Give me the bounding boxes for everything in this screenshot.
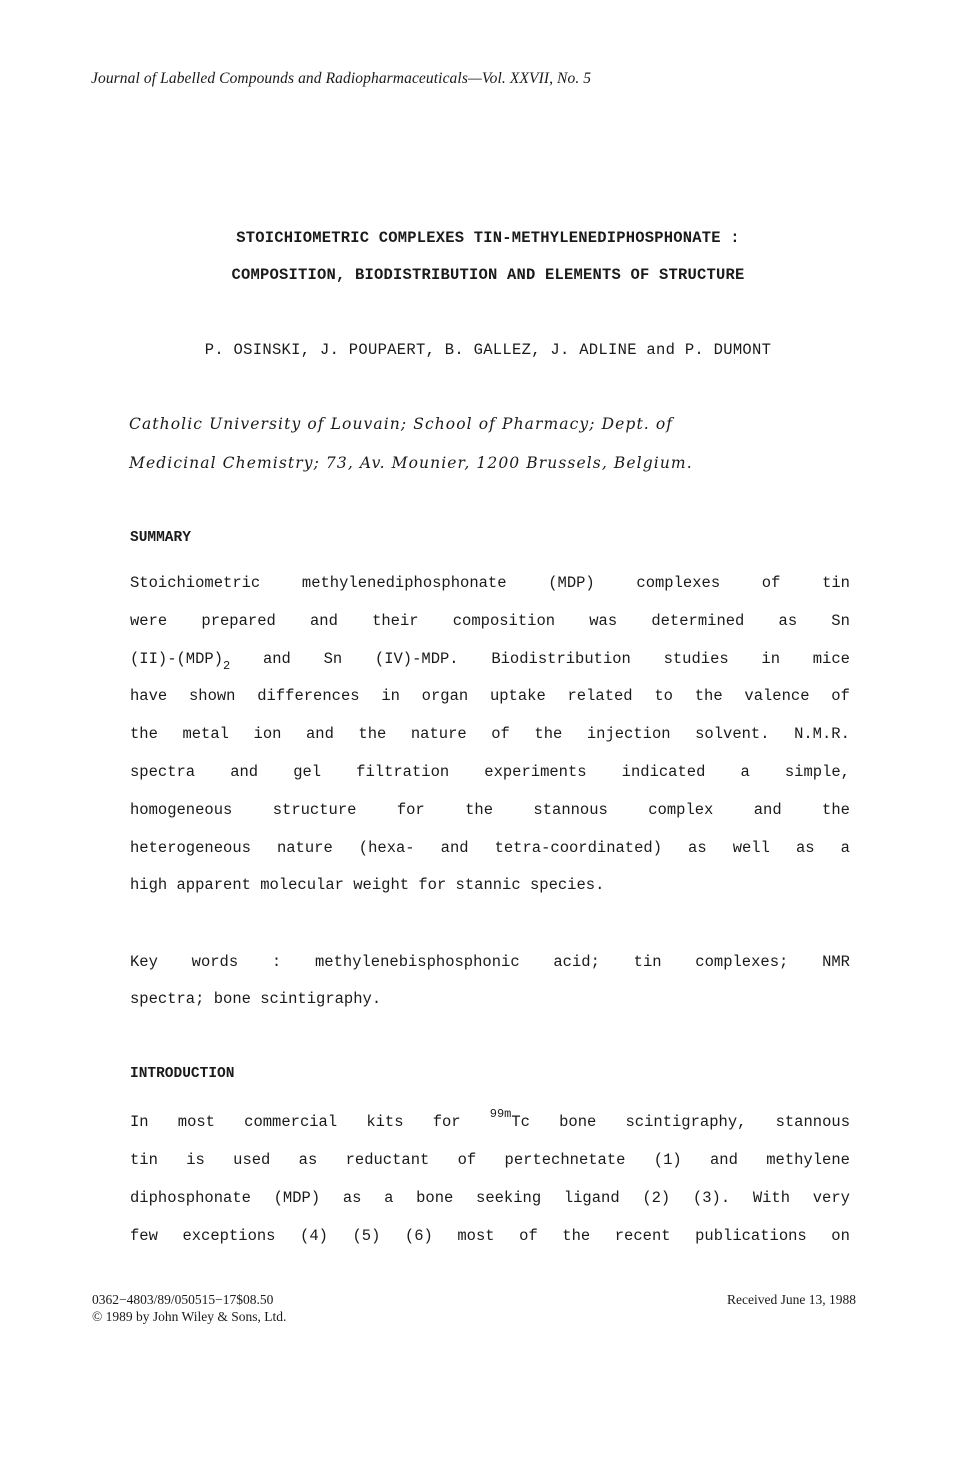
word: bone	[416, 1189, 454, 1207]
word: and	[262, 650, 291, 668]
word: N.M.R.	[794, 725, 850, 743]
word: homogeneous	[130, 801, 233, 819]
word: NMR	[822, 953, 850, 971]
word: the	[534, 725, 563, 743]
word: the	[822, 801, 850, 819]
word: ion	[253, 725, 282, 743]
word: With	[752, 1189, 791, 1207]
word: In	[130, 1113, 149, 1131]
word: spectra	[130, 763, 196, 781]
word: as	[795, 839, 815, 857]
authors: P. OSINSKI, J. POUPAERT, B. GALLEZ, J. ADLINE and P. DUMONT	[204, 341, 772, 359]
word: organ	[421, 687, 469, 705]
word: pertechnetate	[504, 1151, 626, 1169]
word: diphosphonate	[130, 1189, 251, 1207]
word: Stoichiometric	[130, 574, 261, 592]
word: used	[233, 1151, 271, 1169]
word: a	[384, 1189, 394, 1207]
title-line-1: STOICHIOMETRIC COMPLEXES TIN-METHYLENEDIPHOSPHONATE :	[236, 229, 740, 247]
intro-line	[130, 1227, 850, 1245]
introduction-heading: INTRODUCTION	[130, 1066, 235, 1082]
summary-line	[130, 612, 850, 630]
word: and	[753, 801, 782, 819]
word: complex	[648, 801, 714, 819]
footer-copyright: © 1989 by John Wiley & Sons, Ltd.	[92, 1309, 287, 1324]
word: complexes	[636, 574, 721, 592]
word: methylenediphosphonate	[301, 574, 507, 592]
word: for	[432, 1113, 461, 1131]
word: on	[831, 1227, 850, 1245]
word: mice	[812, 650, 850, 668]
word: differences	[257, 687, 360, 705]
word: Biodistribution	[491, 650, 631, 668]
word: the	[694, 687, 723, 705]
word: stannous	[775, 1113, 850, 1131]
summary-line	[130, 650, 850, 673]
word: of	[519, 1227, 538, 1245]
word: the	[465, 801, 494, 819]
word: a	[840, 839, 850, 857]
word: recent	[614, 1227, 671, 1245]
keywords-line	[130, 953, 850, 971]
word: acid;	[553, 953, 600, 971]
word: their	[372, 612, 419, 630]
summary-line: high apparent molecular weight for stannic species.	[130, 876, 605, 894]
word: of	[831, 687, 850, 705]
word: a	[740, 763, 750, 781]
word: of	[491, 725, 510, 743]
word: Key	[130, 953, 158, 971]
word: indicated	[621, 763, 706, 781]
word: (MDP)	[548, 574, 595, 592]
word: related	[567, 687, 633, 705]
intro-line	[130, 1189, 850, 1207]
word: and	[305, 725, 334, 743]
word: nature	[276, 839, 333, 857]
word: (MDP)	[273, 1189, 321, 1207]
word: bone	[559, 1113, 597, 1131]
word: heterogeneous	[130, 839, 251, 857]
affiliation-line-2: Medicinal Chemistry; 73, Av. Mounier, 1200 Brussels, Belgium.	[129, 454, 693, 472]
summary-heading: SUMMARY	[130, 530, 191, 546]
word: as	[298, 1151, 318, 1169]
superscript: 99m	[489, 1107, 512, 1121]
word: metal	[182, 725, 229, 743]
summary-line	[130, 763, 850, 781]
word: most	[177, 1113, 215, 1131]
word: (5)	[352, 1227, 381, 1245]
word: commercial	[244, 1113, 338, 1131]
word: have	[130, 687, 168, 705]
word: (hexa-	[358, 839, 415, 857]
word: the	[130, 725, 158, 743]
word: experiments	[484, 763, 587, 781]
word: stannous	[533, 801, 608, 819]
word: gel	[293, 763, 322, 781]
footer-received: Received June 13, 1988	[727, 1292, 856, 1307]
word: (1)	[653, 1151, 682, 1169]
word: was	[589, 612, 618, 630]
word: (2)	[642, 1189, 671, 1207]
word: and	[440, 839, 469, 857]
word: structure	[272, 801, 357, 819]
word: studies	[663, 650, 729, 668]
word: :	[271, 953, 282, 971]
word: is	[186, 1151, 205, 1169]
word: publications	[695, 1227, 807, 1245]
affiliation-line-1: Catholic University of Louvain; School of Pharmacy; Dept. of	[129, 415, 674, 433]
word: the	[358, 725, 387, 743]
word: valence	[744, 687, 810, 705]
word: prepared	[201, 612, 276, 630]
word: simple,	[784, 763, 850, 781]
word: injection	[586, 725, 671, 743]
summary-line	[130, 801, 850, 819]
summary-line	[130, 839, 850, 857]
word: few	[130, 1227, 158, 1245]
tc99m: $^{99m}$Tc	[489, 1107, 530, 1131]
word: tin	[130, 1151, 158, 1169]
word: solvent.	[695, 725, 770, 743]
word: ligand	[563, 1189, 620, 1207]
word: in	[381, 687, 400, 705]
word: filtration	[356, 763, 450, 781]
title-line-2: COMPOSITION, BIODISTRIBUTION AND ELEMENTS OF STRUCTURE	[231, 266, 745, 284]
word: tin	[633, 953, 662, 971]
word: seeking	[476, 1189, 542, 1207]
word: and	[710, 1151, 738, 1169]
journal-header: Journal of Labelled Compounds and Radiopharmaceuticals—Vol. XXVII, No. 5	[91, 70, 592, 87]
word: composition	[452, 612, 556, 630]
word: exceptions	[182, 1227, 276, 1245]
word: were	[130, 612, 168, 630]
word: (3).	[692, 1189, 731, 1207]
keywords-line: spectra; bone scintigraphy.	[130, 990, 382, 1008]
word: of	[761, 574, 781, 592]
word: to	[654, 687, 673, 705]
subscript: 2	[223, 659, 231, 673]
intro-line	[130, 1151, 850, 1169]
word: very	[812, 1189, 850, 1207]
word: as	[342, 1189, 362, 1207]
word: tetra-coordinated)	[494, 839, 663, 857]
word: Sn	[323, 650, 343, 668]
formula-sn2-mdp: $(II)-(MDP)_2$	[130, 650, 231, 673]
word: kits	[366, 1113, 404, 1131]
word: (6)	[404, 1227, 433, 1245]
word: for	[396, 801, 425, 819]
word: as	[778, 612, 798, 630]
word: nature	[410, 725, 467, 743]
word: determined	[651, 612, 745, 630]
word: tin	[822, 574, 850, 592]
word: of	[457, 1151, 477, 1169]
summary-line	[130, 725, 850, 743]
word: (IV)-MDP.	[374, 650, 459, 668]
footer-code: 0362−4803/89/050515−17$08.50	[92, 1292, 274, 1307]
word: scintigraphy,	[625, 1113, 747, 1131]
word: (4)	[300, 1227, 328, 1245]
word: Sn	[831, 612, 850, 630]
summary-line	[130, 687, 850, 705]
word: shown	[188, 687, 236, 705]
word: well	[732, 839, 770, 857]
word: complexes;	[695, 953, 789, 971]
word: uptake	[489, 687, 546, 705]
summary-line	[130, 574, 850, 592]
intro-line	[130, 1107, 850, 1131]
word: words	[191, 953, 239, 971]
word: methylenebisphosphonic	[314, 953, 520, 971]
word: and	[309, 612, 338, 630]
word: methylene	[766, 1151, 850, 1169]
word: reductant	[345, 1151, 430, 1169]
word: as	[688, 839, 707, 857]
word: in	[761, 650, 781, 668]
word: most	[457, 1227, 495, 1245]
word: the	[562, 1227, 591, 1245]
word: and	[230, 763, 259, 781]
